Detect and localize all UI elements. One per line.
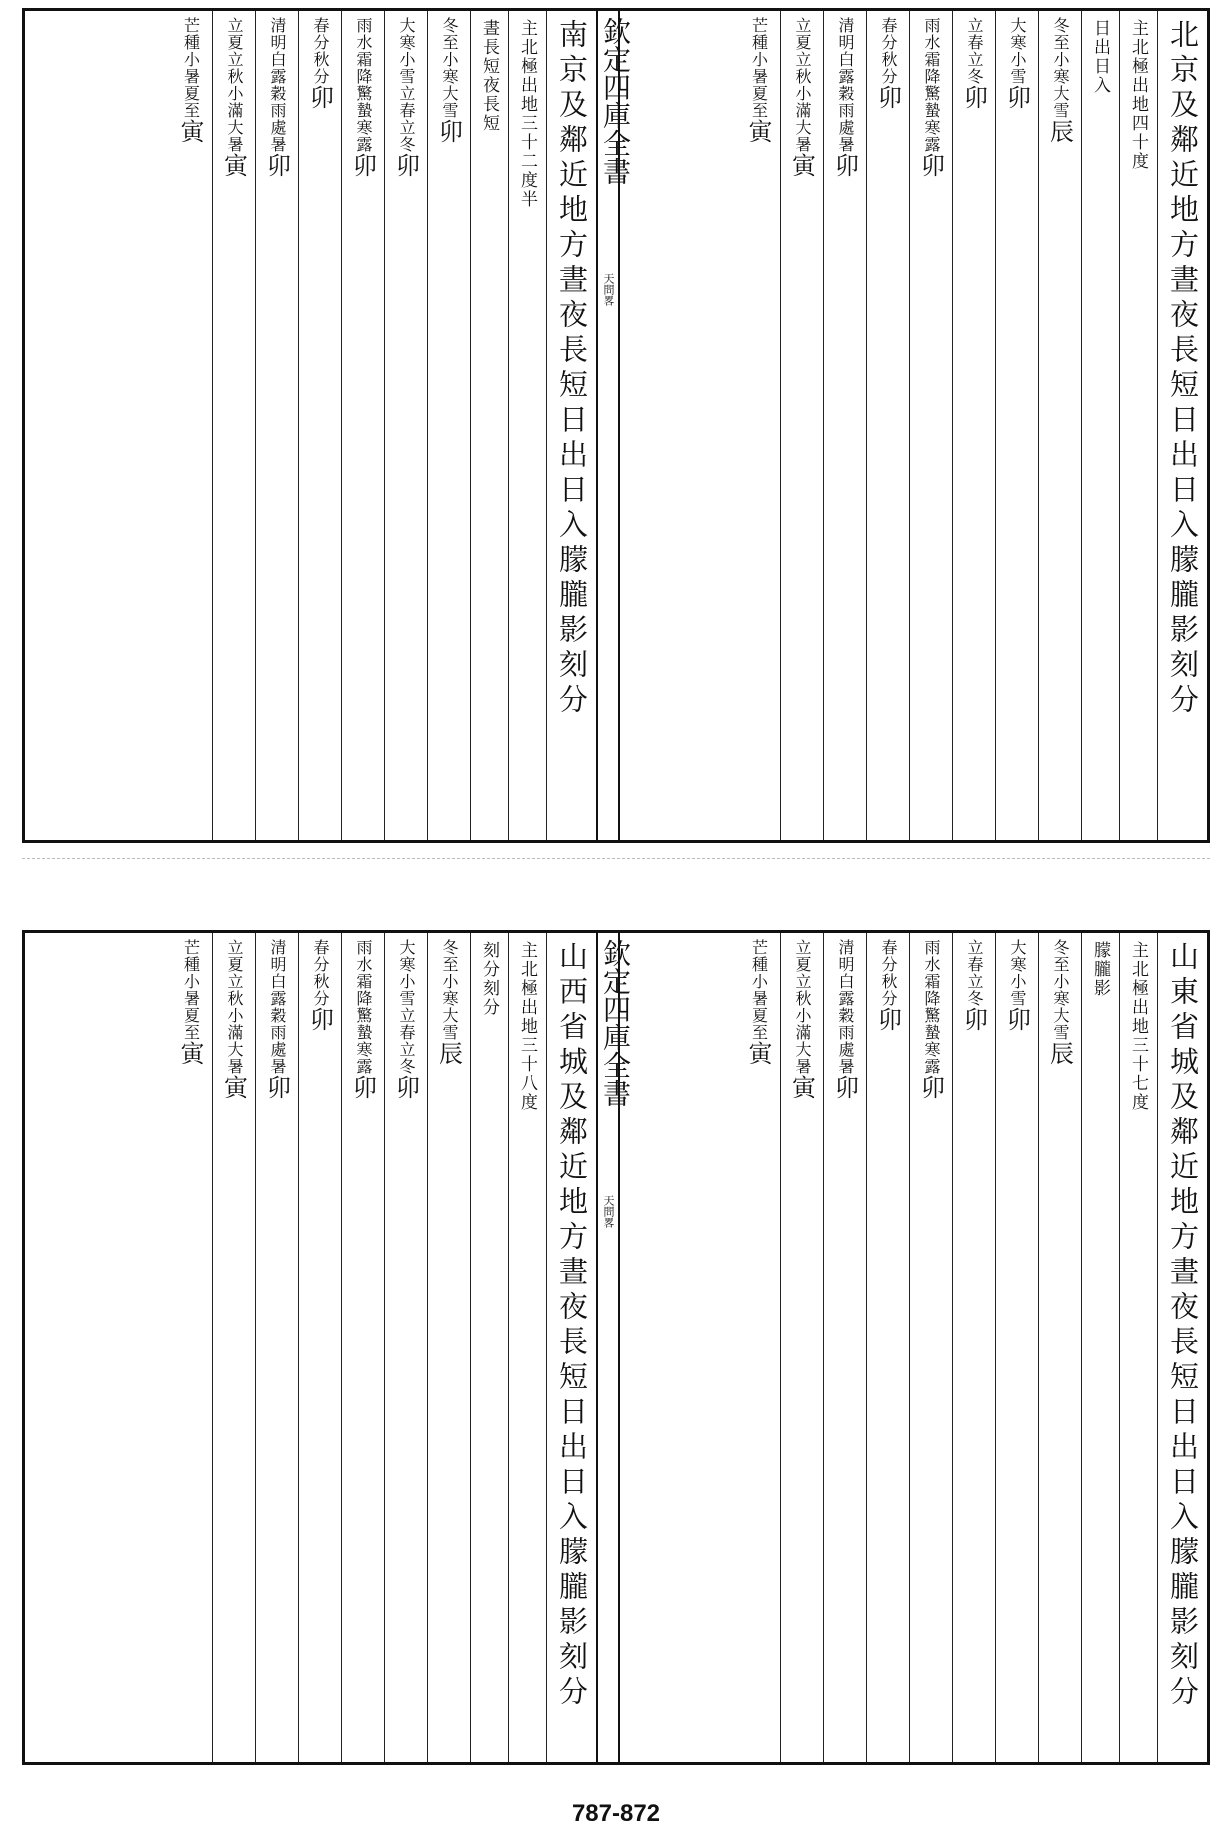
term-column: 清明白露穀雨處暑 卯 (255, 11, 298, 840)
term-column: 芒種小暑夏至 寅 (744, 17, 772, 143)
table-nanjing (25, 11, 596, 840)
table-panel-top (22, 8, 1210, 843)
column-headings: 日出日入 (1081, 11, 1119, 840)
table-panel-bottom (22, 930, 1210, 1765)
term-column: 大寒小雪立春立冬 卯 (384, 11, 427, 840)
term-column: 立夏立秋小滿大暑 寅 (780, 11, 823, 840)
divider (22, 858, 1210, 859)
term-column: 冬至小寒大雪 辰 (1038, 11, 1081, 840)
term-column: 冬至小寒大雪 卯 (427, 11, 470, 840)
term-column: 立春立冬 卯 (952, 933, 995, 1762)
latitude-note: 主北極出地三十八度 (508, 933, 546, 1762)
term-column: 雨水霜降驚蟄寒露 卯 (909, 11, 952, 840)
term-column: 大寒小雪立春立冬 卯 (384, 933, 427, 1762)
column-headings: 刻分刻分 (470, 933, 508, 1762)
book-spine: 欽定四庫全書 天問畧 (596, 933, 620, 1762)
term-column: 清明白露穀雨處暑 卯 (823, 933, 866, 1762)
term-column: 雨水霜降驚蟄寒露 卯 (909, 933, 952, 1762)
term-column: 春分秋分 卯 (298, 11, 341, 840)
term-column: 冬至小寒大雪 辰 (427, 933, 470, 1762)
term-column: 芒種小暑夏至 寅 (744, 939, 772, 1065)
table-shanxi (25, 933, 596, 1762)
column-headings: 朦朧影 (1081, 933, 1119, 1762)
term-column: 立夏立秋小滿大暑 寅 (212, 933, 255, 1762)
term-column: 立春立冬 卯 (952, 11, 995, 840)
term-column: 清明白露穀雨處暑 卯 (255, 933, 298, 1762)
term-column: 春分秋分 卯 (298, 933, 341, 1762)
term-column: 冬至小寒大雪 辰 (1038, 933, 1081, 1762)
term-column: 雨水霜降驚蟄寒露 卯 (341, 11, 384, 840)
table-shandong (613, 933, 1207, 1762)
table-title: 山東省城及鄰近地方晝夜長短日出日入朦朧影刻分 (1157, 933, 1207, 1762)
term-column: 清明白露穀雨處暑 卯 (823, 11, 866, 840)
term-column: 芒種小暑夏至 寅 (176, 17, 204, 143)
term-column: 雨水霜降驚蟄寒露 卯 (341, 933, 384, 1762)
table-title: 山西省城及鄰近地方晝夜長短日出日入朦朧影刻分 (546, 933, 596, 1762)
term-column: 春分秋分 卯 (866, 933, 909, 1762)
table-title: 南京及鄰近地方晝夜長短日出日入朦朧影刻分 (546, 11, 596, 840)
book-spine: 欽定四庫全書 天問畧 (596, 11, 620, 840)
page-number: 787-872 (571, 1800, 661, 1827)
latitude-note: 主北極出地三十二度半 (508, 11, 546, 840)
term-column: 大寒小雪 卯 (995, 11, 1038, 840)
term-column: 立夏立秋小滿大暑 寅 (212, 11, 255, 840)
term-column: 春分秋分 卯 (866, 11, 909, 840)
term-column: 大寒小雪 卯 (995, 933, 1038, 1762)
column-headings: 晝長短夜長短 (470, 11, 508, 840)
table-title: 北京及鄰近地方晝夜長短日出日入朦朧影刻分 (1157, 11, 1207, 840)
latitude-note: 主北極出地四十度 (1119, 11, 1157, 840)
term-column: 立夏立秋小滿大暑 寅 (780, 933, 823, 1762)
term-column: 芒種小暑夏至 寅 (176, 939, 204, 1065)
table-beijing (613, 11, 1207, 840)
latitude-note: 主北極出地三十七度 (1119, 933, 1157, 1762)
